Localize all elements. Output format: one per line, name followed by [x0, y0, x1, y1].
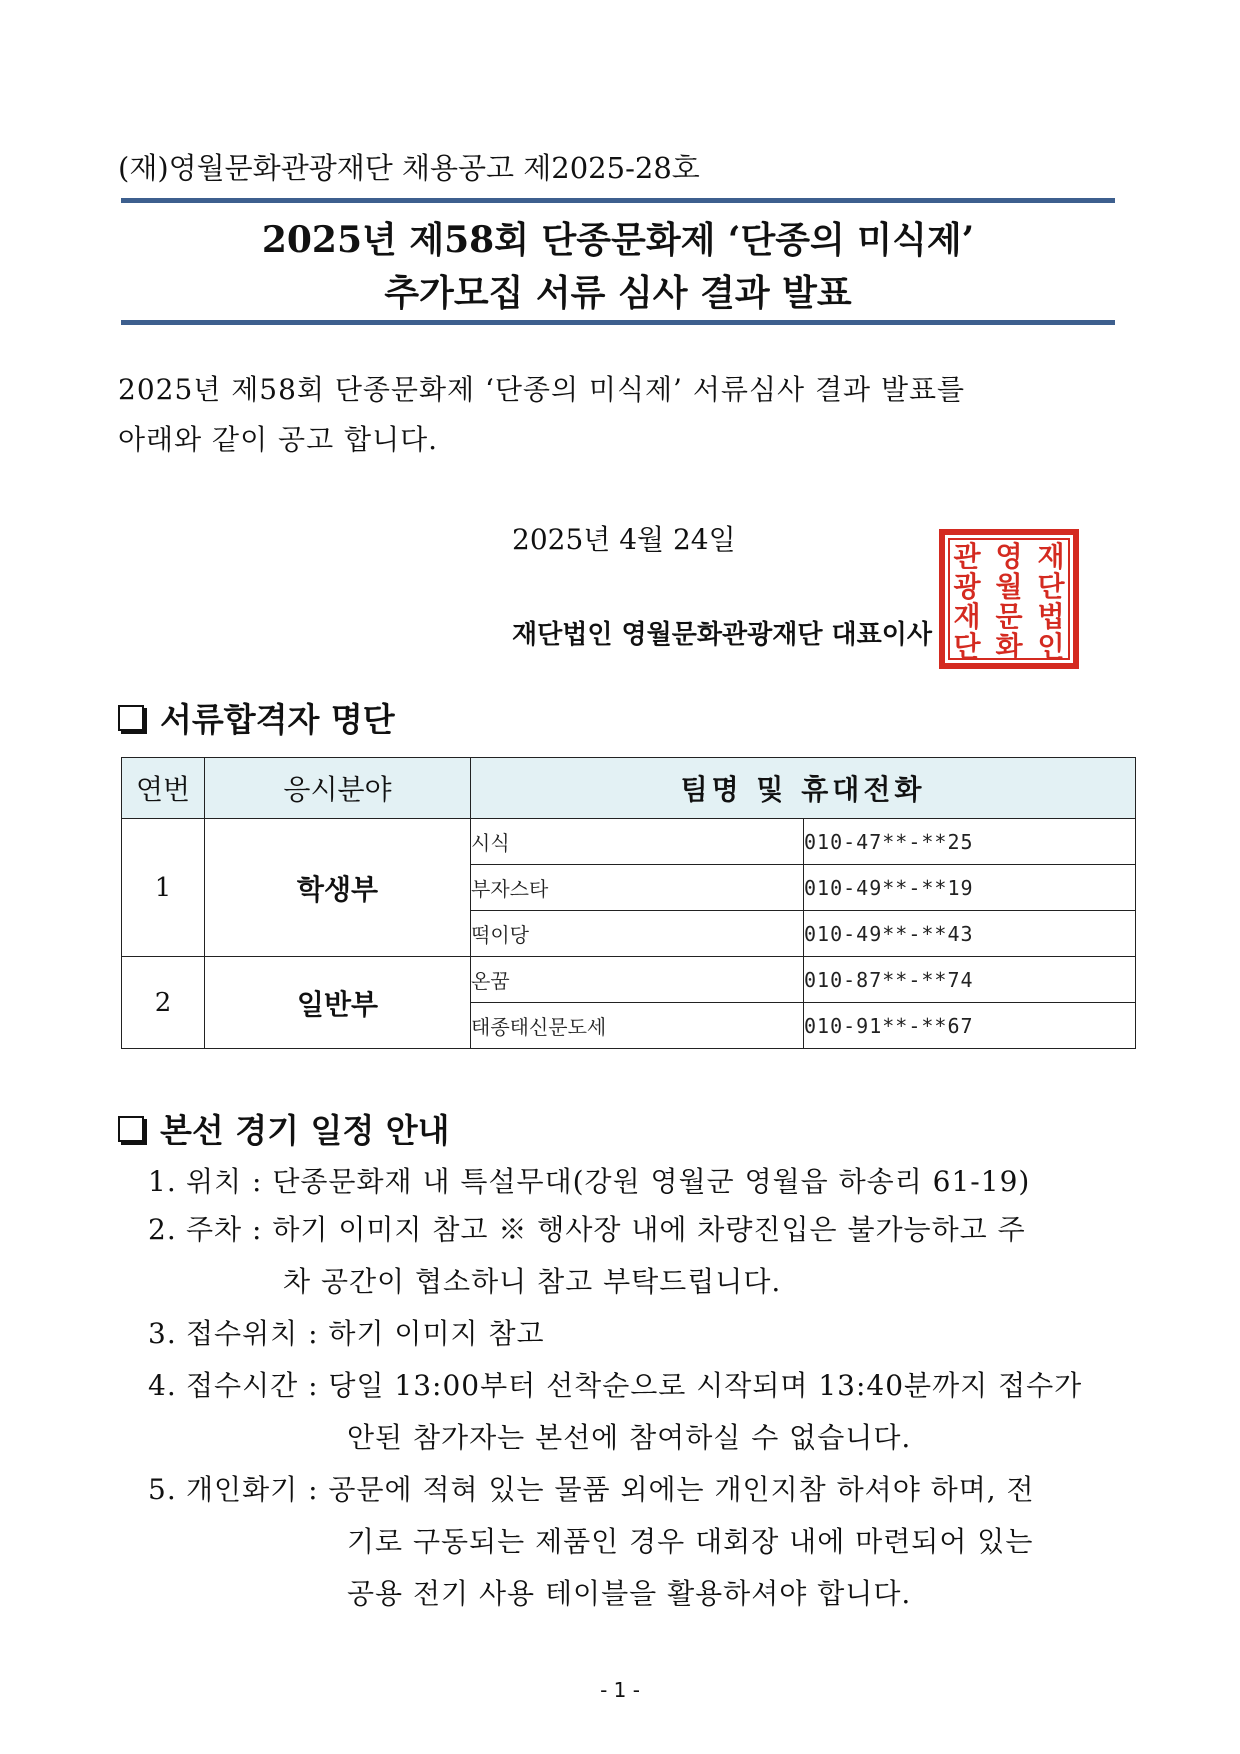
schedule-item-reception-time-cont: 안된 참가자는 본선에 참여하실 수 없습니다. [347, 1421, 912, 1454]
schedule-text: 접수시간 : 당일 13:00부터 선착순으로 시작되며 13:40분까지 접수가 [186, 1369, 1083, 1402]
schedule-item-parking-cont: 차 공간이 협소하니 참고 부탁드립니다. [283, 1265, 782, 1298]
division-cell: 학생부 [205, 819, 471, 957]
title-bottom-rule [121, 320, 1115, 325]
seal-glyph: 법 [1037, 600, 1065, 633]
team-name-cell: 부자스타 [471, 865, 804, 911]
section-heading-results-text: 서류합격자 명단 [160, 700, 395, 739]
table-row [122, 819, 1136, 865]
phone-cell: 010-49**-**43 [804, 911, 1136, 957]
intro-line-1: 2025년 제58회 단종문화제 ‘단종의 미식제’ 서류심사 결과 발표를 [118, 373, 966, 406]
list-number: 4. [148, 1369, 177, 1402]
column-header-division: 응시분야 [205, 758, 471, 819]
section-heading-schedule [118, 1105, 450, 1152]
seal-glyph: 재 [1037, 540, 1065, 573]
seal-glyph: 인 [1037, 630, 1065, 663]
seal-glyph: 단 [1037, 570, 1065, 603]
list-number: 3. [148, 1317, 177, 1350]
notice-number: (재)영월문화관광재단 채용공고 제2025-28호 [118, 151, 700, 185]
column-header-team-phone: 팀명 및 휴대전화 [471, 758, 1136, 819]
row-number: 1 [122, 819, 205, 957]
schedule-item-personal-tools [148, 1468, 1035, 1508]
phone-cell: 010-49**-**19 [804, 865, 1136, 911]
schedule-item-reception-time [148, 1364, 1082, 1404]
schedule-item-parking [148, 1208, 1026, 1248]
checkbox-square-icon [118, 705, 144, 731]
passed-applicants-table [121, 757, 1136, 1049]
section-heading-schedule-text: 본선 경기 일정 안내 [160, 1111, 450, 1150]
table-header-row [122, 758, 1136, 819]
seal-glyph: 문 [995, 600, 1023, 633]
seal-glyph: 단 [953, 630, 981, 663]
intro-line-2: 아래와 같이 공고 합니다. [118, 423, 439, 456]
team-name-cell: 떡이당 [471, 911, 804, 957]
schedule-text: 접수위치 : 하기 이미지 참고 [186, 1317, 545, 1350]
seal-glyph: 재 [953, 600, 981, 633]
division-cell: 일반부 [205, 957, 471, 1049]
official-seal [938, 528, 1080, 670]
team-name-cell: 온꿈 [471, 957, 804, 1003]
section-heading-results [118, 694, 395, 741]
phone-cell: 010-87**-**74 [804, 957, 1136, 1003]
seal-glyph: 월 [995, 570, 1023, 603]
list-number: 2. [148, 1213, 177, 1246]
team-name-cell: 시식 [471, 819, 804, 865]
schedule-item-location [148, 1160, 1030, 1200]
document-title-line2: 추가모집 서류 심사 결과 발표 [384, 272, 852, 314]
schedule-text: 개인화기 : 공문에 적혀 있는 물품 외에는 개인지참 하셔야 하며, 전 [186, 1473, 1035, 1506]
issuer-name: 재단법인 영월문화관광재단 대표이사 [512, 620, 932, 650]
table-row [122, 957, 1136, 1003]
phone-cell: 010-47**-**25 [804, 819, 1136, 865]
checkbox-square-icon [118, 1116, 144, 1142]
seal-glyph: 영 [995, 540, 1023, 573]
team-name-cell: 태종태신문도세 [471, 1003, 804, 1049]
phone-cell: 010-91**-**67 [804, 1003, 1136, 1049]
schedule-text: 위치 : 단종문화재 내 특설무대(강원 영월군 영월읍 하송리 61-19) [186, 1165, 1031, 1198]
column-header-no: 연번 [122, 758, 205, 819]
schedule-item-reception-place [148, 1312, 545, 1352]
seal-glyph: 광 [953, 570, 981, 603]
schedule-text: 주차 : 하기 이미지 참고 ※ 행사장 내에 차량진입은 불가능하고 주 [186, 1213, 1026, 1246]
seal-glyph: 화 [995, 630, 1023, 663]
list-number: 1. [148, 1165, 177, 1198]
schedule-item-personal-tools-cont-1: 기로 구동되는 제품인 경우 대회장 내에 마련되어 있는 [347, 1525, 1034, 1558]
title-top-rule [121, 198, 1115, 203]
seal-glyph: 관 [953, 540, 981, 573]
document-title-line1: 2025년 제58회 단종문화제 ‘단종의 미식제’ [261, 219, 975, 261]
page-number: - 1 - [600, 1678, 640, 1702]
announcement-date: 2025년 4월 24일 [512, 523, 736, 556]
list-number: 5. [148, 1473, 177, 1506]
schedule-item-personal-tools-cont-2: 공용 전기 사용 테이블을 활용하셔야 합니다. [347, 1577, 912, 1610]
row-number: 2 [122, 957, 205, 1049]
